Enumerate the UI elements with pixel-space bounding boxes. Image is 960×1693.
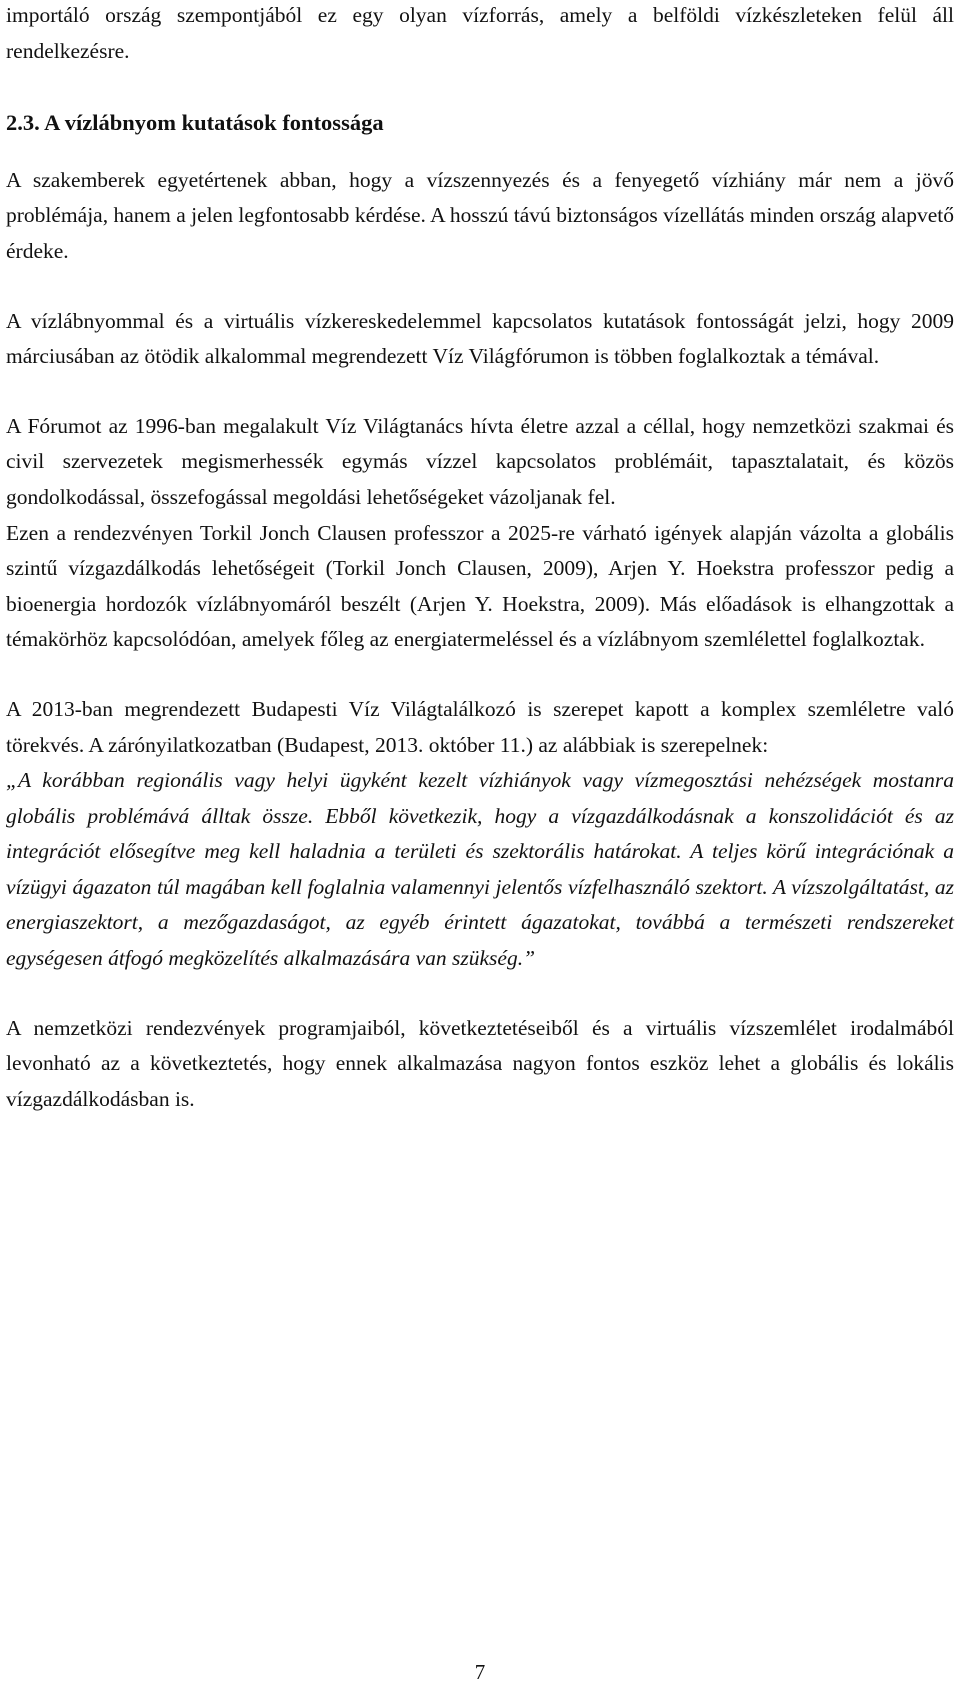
section-title: A vízlábnyom kutatások fontossága [44,110,384,136]
declaration-quote: „A korábban regionális vagy helyi ügyként kezelt vízhiányok vagy vízmegosztási nehézségek mostanra globális problémává álltak össze. Ebből következik, hogy a vízgazdálkodásnak a konszolidációt és az integrációt elősegítve meg kell haladnia a területi és szektorális határokat. A teljes körű integrációnak a vízügyi ágazaton túl magában kell foglalnia valamennyi jelentős vízfelhasználó szektort. A vízszolgáltatást, az energiaszektort, a mezőgazdaságot, az egyéb érintett ágazatokat, továbbá a természeti rendszereket egységesen átfogó megközelítés alkalmazására van szükség.” [6,768,954,971]
document-page [6,0,954,1117]
closing-paragraph: A nemzetközi rendezvények programjaiból, következtetéseiből és a virtuális vízszemlélet irodalmából levonható az a következtetés, hogy ennek alkalmazása nagyon fontos eszköz lehet a globális és lokális vízgazdálkodásban is. [6,1015,954,1111]
paragraph-forum: A Fórumot az 1996-ban megalakult Víz Világtanács hívta életre azzal a céllal, hogy nemzetközi szakmai és civil szervezetek megismerhessék egymás vízzel kapcsolatos problémáit, tapasztalatait, és közös gondolkodással, összefogással megoldási lehetőségeket vázoljanak fel. [6,413,954,509]
paragraph-experts: A szakemberek egyetértenek abban, hogy a vízszennyezés és a fenyegető vízhiány már nem a jövő problémája, hanem a jelen legfontosabb kérdése. A hosszú távú biztonságos vízellátás minden ország alapvető érdeke. [6,167,954,263]
section-heading [6,105,954,141]
page-number: 7 [474,1660,486,1684]
paragraph-event: Ezen a rendezvényen Torkil Jonch Clausen professzor a 2025-re várható igények alapján vázolta a globális szintű vízgazdálkodás lehetőségeit (Torkil Jonch Clausen, 2009), Arjen Y. Hoekstra professzor pedig a bioenergia hordozók vízlábnyomáról beszélt (Arjen Y. Hoekstra, 2009). Más előadások is elhangzottak a témakörhöz kapcsolódóan, amelyek főleg az energiatermeléssel és a vízlábnyom szemlélettel foglalkoztak. [6,520,954,652]
paragraph-water-footprint-research: A vízlábnyommal és a virtuális vízkereskedelemmel kapcsolatos kutatások fontosságát jelzi, hogy 2009 márciusában az ötödik alkalommal megrendezett Víz Világfórumon is többen foglalkoztak a témával. [6,308,954,369]
intro-paragraph: importáló ország szempontjából ez egy olyan vízforrás, amely a belföldi vízkészleteken felül áll rendelkezésre. [6,3,954,63]
paragraph-budapest-summit: A 2013-ban megrendezett Budapesti Víz Világtalálkozó is szerepet kapott a komplex szemléletre való törekvés. A zárónyilatkozatban (Budapest, 2013. október 11.) az alábbiak is szerepelnek: [6,696,954,757]
section-number: 2.3. [6,110,40,136]
